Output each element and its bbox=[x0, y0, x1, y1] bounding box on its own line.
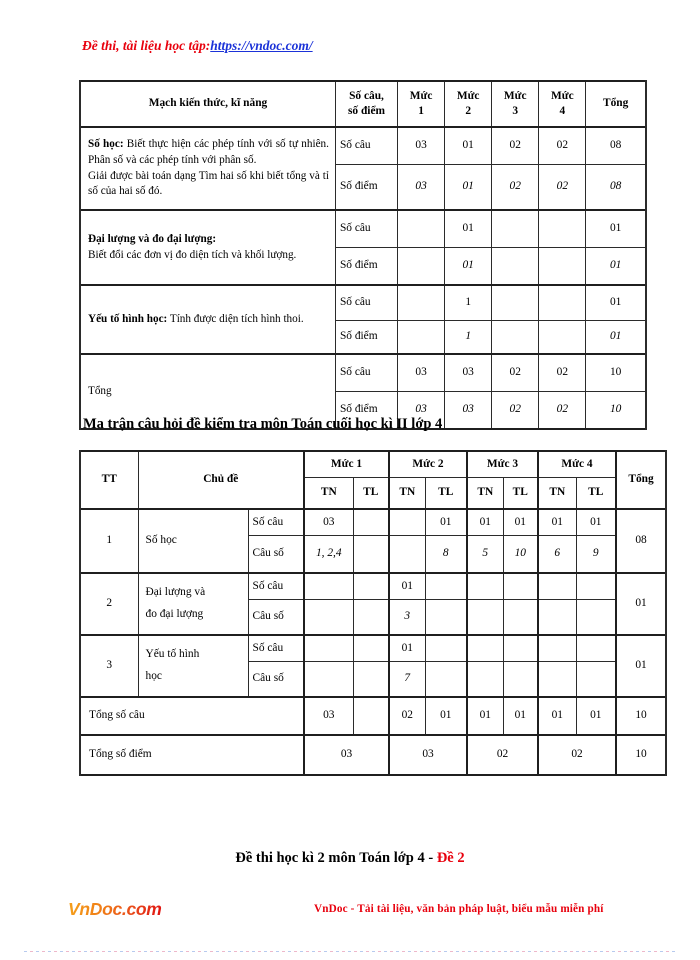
header-level-3-line1: Mức bbox=[503, 89, 527, 102]
measure-value-2-1-3 bbox=[539, 321, 586, 355]
topic-cell-hinh-hoc bbox=[80, 285, 335, 354]
qm-measure-label-2-1: Câu số bbox=[248, 662, 304, 698]
measure-total-3-0: 10 bbox=[586, 354, 646, 392]
qm-cell-0-0-5: 01 bbox=[503, 509, 538, 536]
qm-cell-2-1-5 bbox=[503, 662, 538, 698]
measure-label-3-0: Số câu bbox=[335, 354, 397, 392]
topic-cell-dai-luong bbox=[80, 210, 335, 285]
topic-desc-0: Biết thực hiện các phép tính với số tự nhiên. Phân số và các phép tính với phân số. bbox=[88, 137, 329, 166]
header-level-3-line2: 3 bbox=[512, 105, 519, 117]
qm-cell-1-0-2: 01 bbox=[389, 573, 425, 600]
qm-header-subject: Chủ đề bbox=[138, 451, 304, 509]
measure-label-0-0: Số câu bbox=[335, 127, 397, 165]
qm-cell-2-0-4 bbox=[467, 635, 503, 662]
qm-cell-1-1-2: 3 bbox=[389, 600, 425, 636]
qm-row-total-0: 08 bbox=[616, 509, 666, 573]
qm-total-q-cell-3: 01 bbox=[425, 697, 467, 735]
exam-title-de: Đề 2 bbox=[436, 850, 465, 866]
qm-cell-0-0-7: 01 bbox=[576, 509, 616, 536]
qm-row-subject-0 bbox=[138, 509, 248, 573]
measure-total-1-0: 01 bbox=[586, 210, 646, 248]
measure-label-3-1: Số điểm bbox=[335, 392, 397, 430]
qm-cell-0-1-7: 9 bbox=[576, 536, 616, 574]
qm-measure-label-1-0: Số câu bbox=[248, 573, 304, 600]
measure-value-1-0-2 bbox=[492, 210, 539, 248]
vndoc-link[interactable]: https://vndoc.com/ bbox=[210, 38, 313, 53]
measure-value-1-0-1: 01 bbox=[445, 210, 492, 248]
measure-total-3-1: 10 bbox=[586, 392, 646, 430]
qm-row-total-2: 01 bbox=[616, 635, 666, 697]
header-total: Tổng bbox=[586, 81, 646, 127]
qm-cell-0-0-3: 01 bbox=[425, 509, 467, 536]
topic-title-1: Đại lượng và đo đại lượng: bbox=[88, 232, 217, 245]
question-matrix-container bbox=[79, 450, 654, 776]
measure-value-0-0-0: 03 bbox=[398, 127, 445, 165]
qm-cell-2-1-1 bbox=[353, 662, 389, 698]
qm-subject-line1-0: Số học bbox=[145, 534, 177, 547]
measure-value-2-0-3 bbox=[539, 285, 586, 321]
qm-measure-label-0-0: Số câu bbox=[248, 509, 304, 536]
measure-value-3-0-2: 02 bbox=[492, 354, 539, 392]
measure-value-2-0-1: 1 bbox=[445, 285, 492, 321]
topic-cell-tong: Tổng bbox=[80, 354, 335, 429]
measure-value-2-0-2 bbox=[492, 285, 539, 321]
measure-value-3-0-3: 02 bbox=[539, 354, 586, 392]
qm-total-q-cell-6: 01 bbox=[538, 697, 576, 735]
measure-total-2-0: 01 bbox=[586, 285, 646, 321]
measure-value-2-0-0 bbox=[398, 285, 445, 321]
qm-cell-0-1-4: 5 bbox=[467, 536, 503, 574]
qm-header-tn-3: TN bbox=[467, 478, 503, 510]
measure-value-1-0-3 bbox=[539, 210, 586, 248]
topic-desc2-0: Giải được bài toán dạng Tìm hai số khi biết tổng và tỉ số của hai số đó. bbox=[88, 169, 329, 198]
measure-value-1-1-0 bbox=[398, 248, 445, 286]
measure-value-0-0-1: 01 bbox=[445, 127, 492, 165]
exam-title-main: Đề thi học kì 2 môn Toán lớp 4 - bbox=[235, 850, 437, 866]
header-measure-line2: số điểm bbox=[347, 105, 385, 117]
qm-header-row-1 bbox=[80, 451, 666, 478]
qm-cell-2-0-7 bbox=[576, 635, 616, 662]
qm-cell-0-0-1 bbox=[353, 509, 389, 536]
table-row bbox=[80, 635, 666, 662]
measure-value-1-1-2 bbox=[492, 248, 539, 286]
qm-header-tl-1: TL bbox=[353, 478, 389, 510]
matrix-header-row bbox=[80, 81, 646, 127]
qm-cell-0-1-0: 1, 2,4 bbox=[304, 536, 353, 574]
qm-header-total: Tổng bbox=[616, 451, 666, 509]
qm-total-p-cell-0: 03 bbox=[304, 735, 389, 775]
header-level-3 bbox=[492, 81, 539, 127]
header-level-2 bbox=[445, 81, 492, 127]
measure-value-0-1-3: 02 bbox=[539, 165, 586, 211]
qm-total-p-cell-3: 02 bbox=[538, 735, 616, 775]
measure-total-0-0: 08 bbox=[586, 127, 646, 165]
measure-value-0-1-2: 02 bbox=[492, 165, 539, 211]
vndoc-logo[interactable]: VnDoc.com bbox=[68, 899, 162, 919]
qm-total-q-cell-1 bbox=[353, 697, 389, 735]
header-label: Đề thi, tài liệu học tập: bbox=[82, 38, 211, 53]
qm-total-q-cell-4: 01 bbox=[467, 697, 503, 735]
qm-header-tn-4: TN bbox=[538, 478, 576, 510]
measure-value-3-1-2: 02 bbox=[492, 392, 539, 430]
header-level-1-line2: 1 bbox=[418, 105, 424, 117]
measure-value-0-1-0: 03 bbox=[398, 165, 445, 211]
qm-cell-1-1-0 bbox=[304, 600, 353, 636]
qm-header-tl-3: TL bbox=[503, 478, 538, 510]
measure-value-1-0-0 bbox=[398, 210, 445, 248]
footer-divider bbox=[24, 951, 676, 952]
qm-total-q-cell-5: 01 bbox=[503, 697, 538, 735]
measure-total-1-1: 01 bbox=[586, 248, 646, 286]
qm-header-tl-4: TL bbox=[576, 478, 616, 510]
header-topic: Mạch kiến thức, kĩ năng bbox=[80, 81, 335, 127]
measure-value-2-1-0 bbox=[398, 321, 445, 355]
measure-value-1-1-1: 01 bbox=[445, 248, 492, 286]
measure-label-2-1: Số điểm bbox=[335, 321, 397, 355]
measure-value-3-0-1: 03 bbox=[445, 354, 492, 392]
topic-desc-2: Tính được diện tích hình thoi. bbox=[167, 312, 304, 325]
measure-value-0-1-1: 01 bbox=[445, 165, 492, 211]
qm-total-points-row bbox=[80, 735, 666, 775]
topic-title-2: Yếu tố hình học: bbox=[88, 312, 168, 325]
qm-header-tl-2: TL bbox=[425, 478, 467, 510]
qm-total-q-cell-0: 03 bbox=[304, 697, 353, 735]
qm-total-p-total: 10 bbox=[616, 735, 666, 775]
measure-value-1-1-3 bbox=[539, 248, 586, 286]
footer-tagline: VnDoc - Tải tài liệu, văn bản pháp luật, biểu mẫu miễn phí bbox=[314, 903, 604, 915]
qm-total-q-cell-7: 01 bbox=[576, 697, 616, 735]
measure-value-2-1-2 bbox=[492, 321, 539, 355]
qm-total-p-cell-1: 03 bbox=[389, 735, 467, 775]
qm-total-q-cell-2: 02 bbox=[389, 697, 425, 735]
topic-cell-so-hoc bbox=[80, 127, 335, 210]
qm-row-subject-1 bbox=[138, 573, 248, 635]
matrix-table-container bbox=[79, 80, 647, 430]
qm-total-points-label: Tổng số điểm bbox=[80, 735, 304, 775]
qm-cell-1-0-4 bbox=[467, 573, 503, 600]
qm-total-p-cell-2: 02 bbox=[467, 735, 538, 775]
qm-subject-line2-1: đo đại lượng bbox=[145, 608, 204, 620]
header-level-1-line1: Mức bbox=[409, 89, 433, 102]
topic-title-0: Số học: bbox=[88, 137, 124, 150]
qm-measure-label-0-1: Câu số bbox=[248, 536, 304, 574]
qm-measure-label-1-1: Câu số bbox=[248, 600, 304, 636]
qm-row-subject-2 bbox=[138, 635, 248, 697]
header-level-4-line2: 4 bbox=[559, 105, 566, 117]
qm-header-level-4: Mức 4 bbox=[538, 451, 616, 478]
qm-cell-0-0-4: 01 bbox=[467, 509, 503, 536]
measure-value-3-0-0: 03 bbox=[398, 354, 445, 392]
header-level-1 bbox=[398, 81, 445, 127]
table-row bbox=[80, 285, 646, 321]
qm-cell-1-0-7 bbox=[576, 573, 616, 600]
measure-label-1-0: Số câu bbox=[335, 210, 397, 248]
measure-value-3-1-1: 03 bbox=[445, 392, 492, 430]
qm-total-q-total: 10 bbox=[616, 697, 666, 735]
topic-desc2-1: Biết đổi các đơn vị đo diện tích và khối lượng. bbox=[88, 248, 297, 261]
qm-cell-2-1-6 bbox=[538, 662, 576, 698]
header-level-2-line1: Mức bbox=[456, 89, 480, 102]
qm-cell-0-0-2 bbox=[389, 509, 425, 536]
qm-cell-2-1-4 bbox=[467, 662, 503, 698]
document-header-link bbox=[82, 38, 313, 54]
measure-value-0-0-3: 02 bbox=[539, 127, 586, 165]
measure-total-2-1: 01 bbox=[586, 321, 646, 355]
qm-cell-1-1-1 bbox=[353, 600, 389, 636]
table-row bbox=[80, 210, 646, 248]
qm-cell-1-0-0 bbox=[304, 573, 353, 600]
qm-header-tt: TT bbox=[80, 451, 138, 509]
table-row bbox=[80, 127, 646, 165]
qm-cell-2-0-5 bbox=[503, 635, 538, 662]
qm-cell-1-1-7 bbox=[576, 600, 616, 636]
qm-cell-2-0-3 bbox=[425, 635, 467, 662]
measure-value-0-0-2: 02 bbox=[492, 127, 539, 165]
header-measure-line1: Số câu, bbox=[349, 89, 384, 102]
measure-value-2-1-1: 1 bbox=[445, 321, 492, 355]
qm-cell-0-1-6: 6 bbox=[538, 536, 576, 574]
qm-cell-0-1-3: 8 bbox=[425, 536, 467, 574]
qm-subject-line1-1: Đại lượng và bbox=[145, 586, 206, 599]
qm-total-questions-label: Tổng số câu bbox=[80, 697, 304, 735]
qm-cell-2-0-1 bbox=[353, 635, 389, 662]
header-level-4-line1: Mức bbox=[550, 89, 574, 102]
measure-label-1-1: Số điểm bbox=[335, 248, 397, 286]
header-level-2-line2: 2 bbox=[465, 105, 472, 117]
qm-row-no-0: 1 bbox=[80, 509, 138, 573]
qm-header-tn-2: TN bbox=[389, 478, 425, 510]
measure-label-2-0: Số câu bbox=[335, 285, 397, 321]
measure-value-3-1-3: 02 bbox=[539, 392, 586, 430]
qm-cell-2-1-0 bbox=[304, 662, 353, 698]
qm-header-level-1: Mức 1 bbox=[304, 451, 389, 478]
qm-subject-line1-2: Yếu tố hình bbox=[145, 648, 200, 661]
qm-row-no-1: 2 bbox=[80, 573, 138, 635]
qm-cell-2-1-2: 7 bbox=[389, 662, 425, 698]
qm-cell-0-1-1 bbox=[353, 536, 389, 574]
table-row bbox=[80, 573, 666, 600]
qm-subject-line2-2: học bbox=[145, 670, 162, 682]
qm-header-level-2: Mức 2 bbox=[389, 451, 467, 478]
question-matrix-title: Ma trận câu hỏi đề kiểm tra môn Toán cuối học kì II lớp 4 bbox=[83, 416, 443, 432]
qm-cell-1-0-3 bbox=[425, 573, 467, 600]
qm-row-total-1: 01 bbox=[616, 573, 666, 635]
qm-total-questions-row bbox=[80, 697, 666, 735]
qm-cell-2-0-0 bbox=[304, 635, 353, 662]
header-measure bbox=[335, 81, 397, 127]
question-matrix-table bbox=[79, 450, 667, 776]
qm-cell-0-1-5: 10 bbox=[503, 536, 538, 574]
qm-cell-1-0-6 bbox=[538, 573, 576, 600]
exam-title bbox=[0, 850, 700, 867]
qm-cell-1-1-4 bbox=[467, 600, 503, 636]
qm-cell-1-0-1 bbox=[353, 573, 389, 600]
header-level-4 bbox=[539, 81, 586, 127]
qm-cell-1-1-5 bbox=[503, 600, 538, 636]
qm-cell-2-1-3 bbox=[425, 662, 467, 698]
qm-cell-0-1-2 bbox=[389, 536, 425, 574]
qm-measure-label-2-0: Số câu bbox=[248, 635, 304, 662]
qm-header-tn-1: TN bbox=[304, 478, 353, 510]
qm-header-level-3: Mức 3 bbox=[467, 451, 538, 478]
qm-cell-2-0-2: 01 bbox=[389, 635, 425, 662]
measure-value-3-1-0: 03 bbox=[398, 392, 445, 430]
measure-label-0-1: Số điểm bbox=[335, 165, 397, 211]
qm-cell-2-0-6 bbox=[538, 635, 576, 662]
table-row-total bbox=[80, 354, 646, 392]
qm-cell-0-0-0: 03 bbox=[304, 509, 353, 536]
measure-total-0-1: 08 bbox=[586, 165, 646, 211]
qm-cell-1-0-5 bbox=[503, 573, 538, 600]
qm-row-no-2: 3 bbox=[80, 635, 138, 697]
qm-cell-1-1-6 bbox=[538, 600, 576, 636]
qm-cell-0-0-6: 01 bbox=[538, 509, 576, 536]
matrix-table bbox=[79, 80, 647, 430]
qm-cell-2-1-7 bbox=[576, 662, 616, 698]
table-row bbox=[80, 509, 666, 536]
qm-cell-1-1-3 bbox=[425, 600, 467, 636]
